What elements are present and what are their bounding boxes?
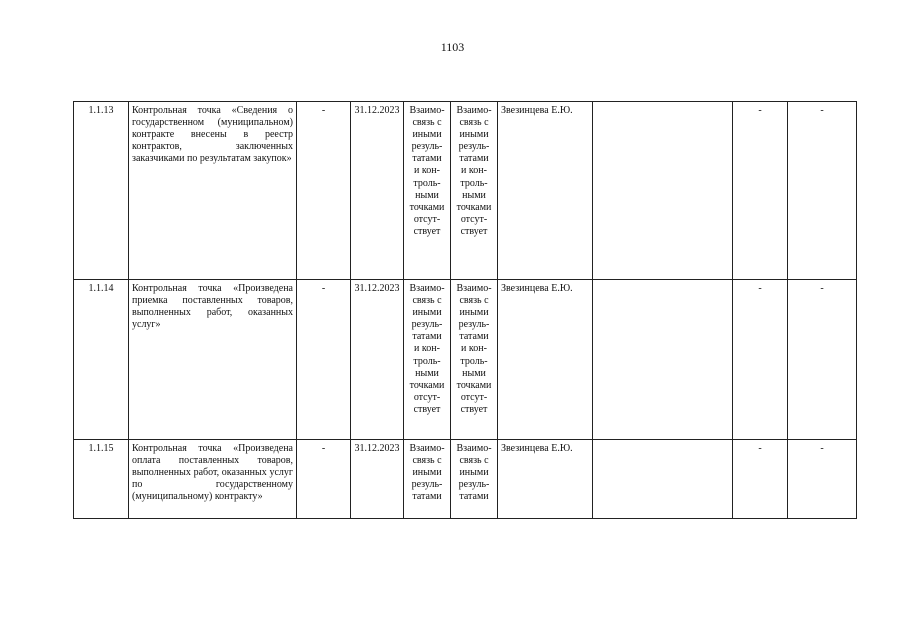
relation-next (451, 102, 498, 280)
relation-line: связь с (412, 455, 442, 467)
relation-next (451, 280, 498, 440)
relation-line: ствует (413, 225, 441, 237)
relation-line: связь с (459, 295, 489, 307)
relation-line: точками (456, 201, 492, 213)
relation-line: ными (415, 367, 439, 379)
column-3-value: - (297, 440, 351, 519)
relation-line: татами (412, 331, 442, 343)
relation-line: отсут- (413, 391, 441, 403)
row-number: 1.1.15 (74, 440, 129, 519)
relation-line: Взаимо- (409, 283, 445, 294)
relation-line: резуль- (411, 479, 443, 491)
relation-line: иными (459, 129, 489, 141)
relation-line: связь с (412, 295, 442, 307)
relation-line: троль- (460, 355, 488, 367)
relation-line: отсут- (460, 391, 488, 403)
relation-line: Взаимо- (456, 443, 492, 454)
relation-line: татами (459, 153, 489, 165)
relation-line: отсут- (460, 213, 488, 225)
relation-line: татами (412, 153, 442, 165)
deadline-date: 31.12.2023 (351, 280, 404, 440)
column-9-value: - (733, 280, 788, 440)
relation-line: иными (459, 467, 489, 479)
document-cell (593, 280, 733, 440)
control-point-title: Контрольная точка «Произведена оплата поставленных товаров, выполненных работ, оказанных услуг по государственному (муниципальному) контракту» (129, 440, 297, 519)
relation-line: татами (459, 491, 489, 503)
relation-line: Взаимо- (409, 443, 445, 454)
relation-line: и кон- (414, 165, 440, 177)
document-cell (593, 102, 733, 280)
deadline-date: 31.12.2023 (351, 102, 404, 280)
relation-line: отсут- (413, 213, 441, 225)
relation-line: резуль- (458, 479, 490, 491)
relation-line: ными (462, 367, 486, 379)
relation-line: татами (412, 491, 442, 503)
column-10-value: - (788, 440, 857, 519)
relation-line: связь с (412, 117, 442, 129)
relation-line: связь с (459, 455, 489, 467)
column-10-value: - (788, 280, 857, 440)
relation-previous (404, 280, 451, 440)
row-number: 1.1.13 (74, 102, 129, 280)
relation-line: точками (409, 379, 445, 391)
relation-line: ными (415, 189, 439, 201)
relation-line: и кон- (414, 343, 440, 355)
relation-line: резуль- (458, 319, 490, 331)
deadline-date: 31.12.2023 (351, 440, 404, 519)
table-row (74, 102, 857, 280)
relation-previous (404, 102, 451, 280)
relation-line: точками (409, 201, 445, 213)
relation-line: иными (412, 467, 442, 479)
relation-line: иными (412, 129, 442, 141)
column-3-value: - (297, 280, 351, 440)
column-3-value: - (297, 102, 351, 280)
relation-line: троль- (413, 355, 441, 367)
relation-line: иными (459, 307, 489, 319)
responsible-person: Звезинцева Е.Ю. (498, 280, 593, 440)
relation-line: троль- (460, 177, 488, 189)
relation-line: иными (412, 307, 442, 319)
relation-line: резуль- (411, 141, 443, 153)
relation-line: связь с (459, 117, 489, 129)
relation-next (451, 440, 498, 519)
responsible-person: Звезинцева Е.Ю. (498, 102, 593, 280)
table-row (74, 440, 857, 519)
column-9-value: - (733, 440, 788, 519)
document-cell (593, 440, 733, 519)
relation-line: Взаимо- (456, 105, 492, 116)
relation-line: Взаимо- (456, 283, 492, 294)
row-number: 1.1.14 (74, 280, 129, 440)
relation-line: ствует (413, 403, 441, 415)
relation-line: и кон- (461, 343, 487, 355)
relation-line: и кон- (461, 165, 487, 177)
column-10-value: - (788, 102, 857, 280)
relation-line: точками (456, 379, 492, 391)
relation-line: резуль- (458, 141, 490, 153)
column-9-value: - (733, 102, 788, 280)
page-number: 1103 (440, 40, 465, 54)
table-row (74, 280, 857, 440)
relation-line: ствует (460, 403, 488, 415)
relation-previous (404, 440, 451, 519)
relation-line: Взаимо- (409, 105, 445, 116)
relation-line: резуль- (411, 319, 443, 331)
relation-line: троль- (413, 177, 441, 189)
relation-line: татами (459, 331, 489, 343)
control-point-title: Контрольная точка «Сведения о государственном (муниципальном) контракте внесены в реестр контрактов, заключенных заказчиками по результатам закупок» (129, 102, 297, 280)
control-point-title: Контрольная точка «Произведена приемка поставленных товаров, выполненных работ, оказанных услуг» (129, 280, 297, 440)
responsible-person: Звезинцева Е.Ю. (498, 440, 593, 519)
relation-line: ствует (460, 225, 488, 237)
control-points-table (73, 101, 857, 519)
relation-line: ными (462, 189, 486, 201)
